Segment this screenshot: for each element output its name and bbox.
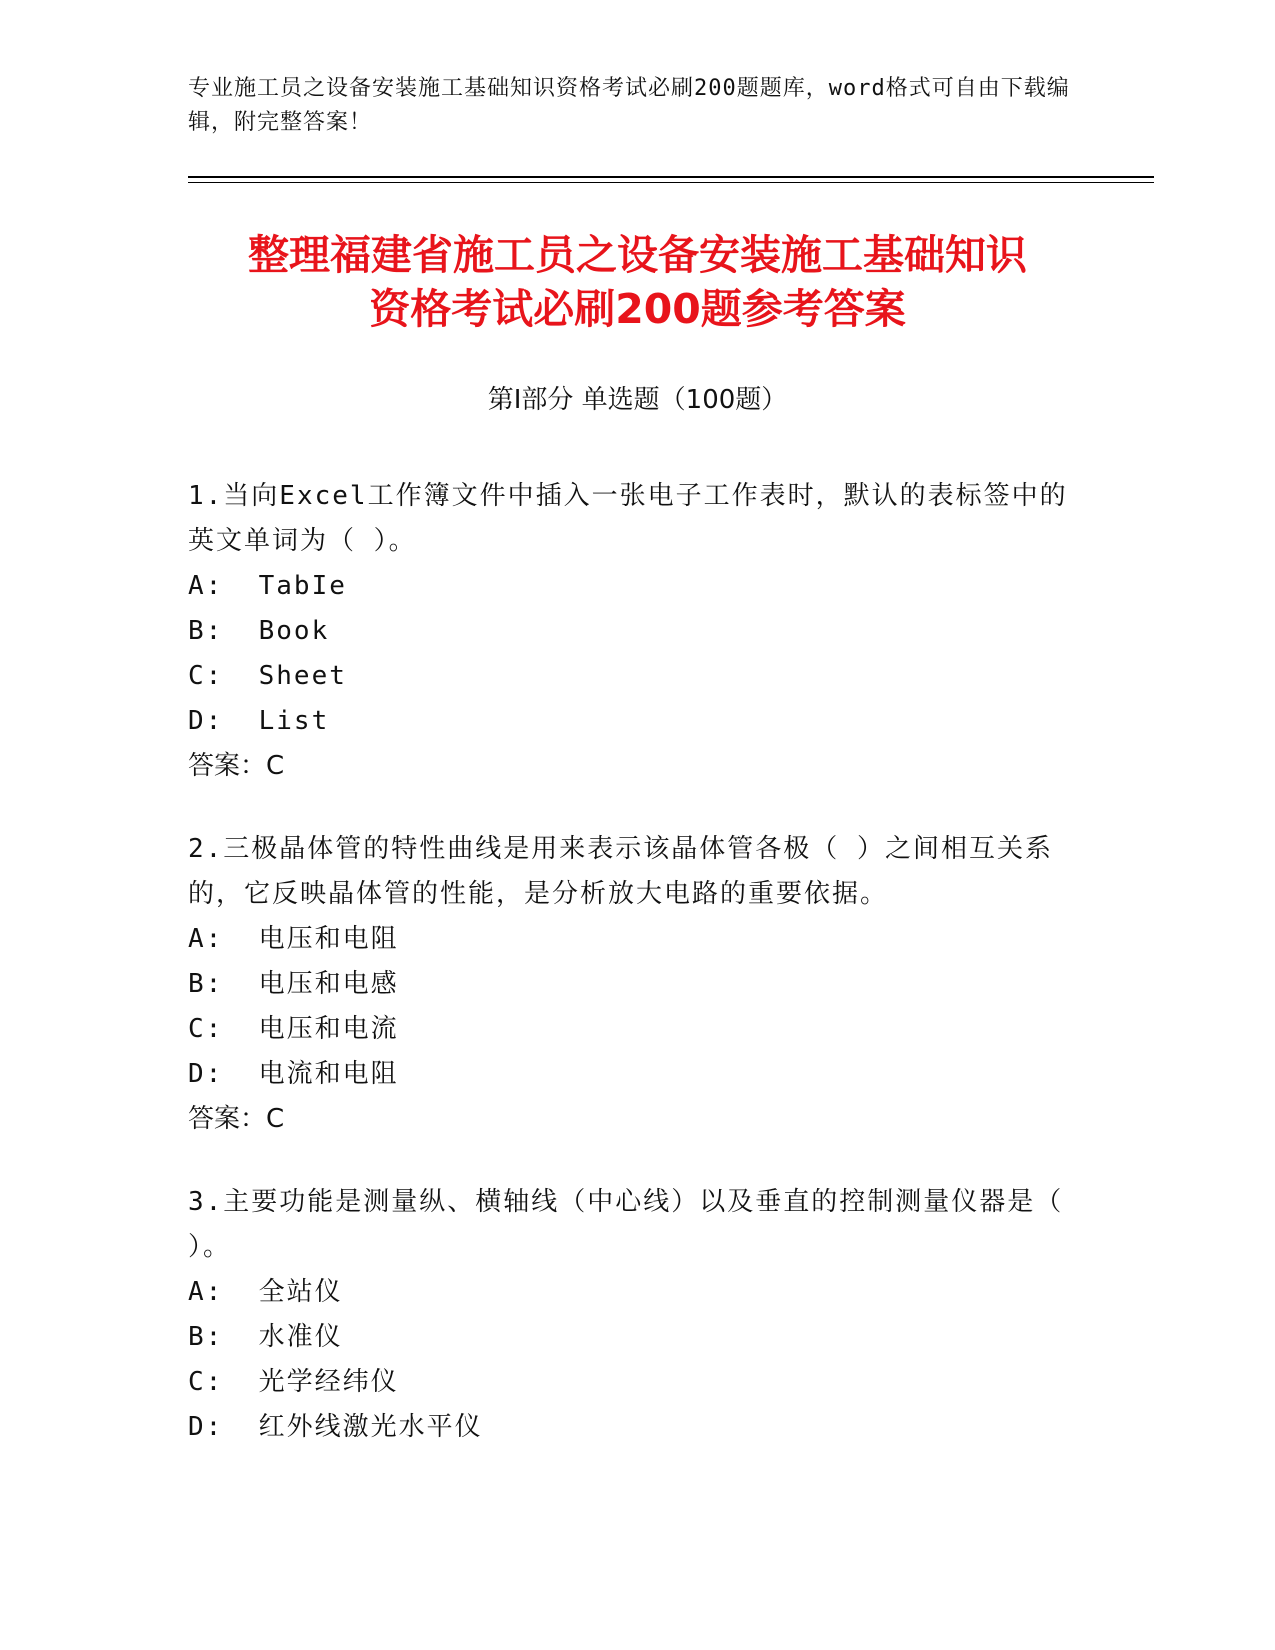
question-text: 2.三极晶体管的特性曲线是用来表示该晶体管各极（ ）之间相互关系的，它反映晶体管的性能，是分析放大电路的重要依据。 [188, 834, 1053, 909]
option-a: A: 电压和电阻 [188, 924, 399, 954]
header-rule-thick [188, 176, 1154, 178]
option-d: D: 电流和电阻 [188, 1059, 399, 1089]
header-rule-thin [188, 182, 1154, 183]
option-b: B: 电压和电感 [188, 969, 399, 999]
title-line-1: 整理福建省施工员之设备安装施工基础知识 [248, 231, 1027, 279]
question-text: 1.当向Excel工作簿文件中插入一张电子工作表时，默认的表标签中的英文单词为（ ）。 [188, 481, 1068, 556]
header-note: 专业施工员之设备安装施工基础知识资格考试必刷200题题库，word格式可自由下载编辑，附完整答案！ [188, 76, 1070, 135]
option-d: D: 红外线激光水平仪 [188, 1412, 483, 1442]
question-1 [188, 474, 1078, 789]
option-d: D: List [188, 706, 330, 736]
option-c: C: Sheet [188, 661, 347, 691]
question-3 [188, 1180, 1078, 1450]
option-c: C: 电压和电流 [188, 1014, 399, 1044]
option-a: A: TabIe [188, 571, 347, 601]
title-line-2: 资格考试必刷200题参考答案 [369, 285, 906, 333]
section-title: 第Ⅰ部分 单选题（100题） [487, 385, 788, 415]
answer: 答案：C [188, 751, 285, 781]
option-c: C: 光学经纬仪 [188, 1367, 399, 1397]
option-b: B: 水准仪 [188, 1322, 343, 1352]
question-list [188, 474, 1078, 1488]
document-title [150, 228, 1125, 336]
answer: 答案：C [188, 1104, 285, 1134]
option-b: B: Book [188, 616, 330, 646]
option-a: A: 全站仪 [188, 1277, 343, 1307]
question-2 [188, 827, 1078, 1142]
question-text: 3.主要功能是测量纵、横轴线（中心线）以及垂直的控制测量仪器是（ ）。 [188, 1187, 1064, 1262]
